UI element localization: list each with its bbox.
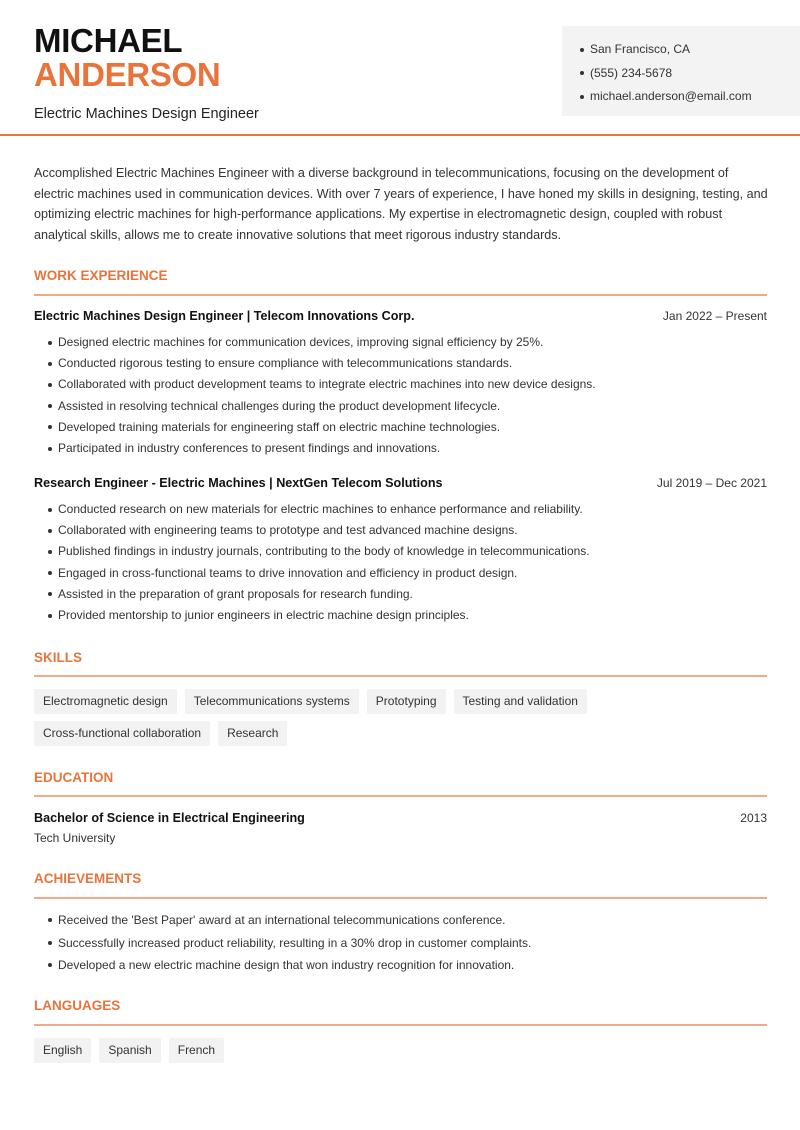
job-title: Electric Machines Design Engineer xyxy=(34,106,259,122)
language-chip: French xyxy=(169,1038,224,1063)
list-item: Participated in industry conferences to present findings and innovations. xyxy=(34,438,767,459)
education-header xyxy=(34,811,767,825)
section-divider xyxy=(34,675,767,677)
skill-chip: Research xyxy=(218,721,287,746)
section-divider xyxy=(34,1024,767,1026)
list-item: Published findings in industry journals, contributing to the body of knowledge in telecommunications. xyxy=(34,541,767,562)
job-header xyxy=(34,476,767,490)
bullet-icon xyxy=(48,571,52,575)
section-title-achievements: ACHIEVEMENTS xyxy=(34,871,142,886)
list-item: Engaged in cross-functional teams to drive innovation and efficiency in product design. xyxy=(34,563,767,584)
section-title-skills: SKILLS xyxy=(34,650,83,665)
skill-chip: Cross-functional collaboration xyxy=(34,721,210,746)
skill-chip: Telecommunications systems xyxy=(185,689,359,714)
bullet-icon xyxy=(580,48,584,52)
first-name: MICHAEL xyxy=(34,22,183,59)
job-role: Research Engineer - Electric Machines | NextGen Telecom Solutions xyxy=(34,476,443,490)
bullet-icon xyxy=(48,341,52,345)
section-divider xyxy=(34,795,767,797)
job-bullets xyxy=(34,499,767,626)
job-role: Electric Machines Design Engineer | Telecom Innovations Corp. xyxy=(34,309,415,323)
contact-box xyxy=(562,26,800,116)
job-bullets xyxy=(34,332,767,459)
contact-phone: (555) 234-5678 xyxy=(580,62,800,86)
job-header xyxy=(34,309,767,323)
list-item: Collaborated with product development teams to integrate electric machines into new device designs. xyxy=(34,374,767,395)
summary: Accomplished Electric Machines Engineer with a diverse background in telecommunications, focusing on the development of electric machines used in communication devices. With over 7 years of experience, I have honed my skills in designing, testing, and optimizing electric machines for high-performance applications. My expertise in electromagnetic design, coupled with robust analytical skills, allows me to create innovative solutions that meet rigorous industry standards. xyxy=(34,166,768,242)
list-item: Assisted in the preparation of grant proposals for research funding. xyxy=(34,584,767,605)
list-item: Developed a new electric machine design that won industry recognition for innovation. xyxy=(34,954,767,977)
bullet-icon xyxy=(48,941,52,945)
languages-list xyxy=(34,1038,767,1063)
language-chip: Spanish xyxy=(99,1038,160,1063)
bullet-icon xyxy=(48,383,52,387)
list-item: Developed training materials for engineering staff on electric machine technologies. xyxy=(34,417,767,438)
resume-header xyxy=(0,0,800,136)
list-item: Conducted rigorous testing to ensure compliance with telecommunications standards. xyxy=(34,353,767,374)
list-item: Assisted in resolving technical challenges during the product development lifecycle. xyxy=(34,396,767,417)
bullet-icon xyxy=(48,362,52,366)
bullet-icon xyxy=(48,425,52,429)
skills-list xyxy=(34,689,767,746)
section-title-languages: LANGUAGES xyxy=(34,998,121,1013)
skill-chip: Prototyping xyxy=(367,689,446,714)
job-dates: Jul 2019 – Dec 2021 xyxy=(656,476,767,490)
list-item: Received the 'Best Paper' award at an international telecommunications conference. xyxy=(34,909,767,932)
skill-chip: Testing and validation xyxy=(454,689,587,714)
section-divider xyxy=(34,897,767,899)
school: Tech University xyxy=(34,831,116,845)
bullet-icon xyxy=(48,592,52,596)
degree: Bachelor of Science in Electrical Engineering xyxy=(34,811,305,825)
list-item: Conducted research on new materials for electric machines to enhance performance and reliability. xyxy=(34,499,767,520)
bullet-icon xyxy=(48,447,52,451)
bullet-icon xyxy=(48,963,52,967)
list-item: Collaborated with engineering teams to prototype and test advanced machine designs. xyxy=(34,520,767,541)
bullet-icon xyxy=(48,529,52,533)
bullet-icon xyxy=(48,918,52,922)
contact-email: michael.anderson@email.com xyxy=(580,85,800,109)
bullet-icon xyxy=(580,95,584,99)
contact-location: San Francisco, CA xyxy=(580,38,800,62)
language-chip: English xyxy=(34,1038,91,1063)
achievements-list xyxy=(34,909,767,977)
list-item: Designed electric machines for communication devices, improving signal efficiency by 25%. xyxy=(34,332,767,353)
skill-chip: Electromagnetic design xyxy=(34,689,177,714)
section-divider xyxy=(34,294,767,296)
last-name: ANDERSON xyxy=(34,56,221,93)
bullet-icon xyxy=(48,508,52,512)
job-dates: Jan 2022 – Present xyxy=(662,309,767,323)
list-item: Provided mentorship to junior engineers in electric machine design principles. xyxy=(34,605,767,626)
graduation-year: 2013 xyxy=(740,811,767,825)
bullet-icon xyxy=(48,404,52,408)
list-item: Successfully increased product reliability, resulting in a 30% drop in customer complaints. xyxy=(34,932,767,955)
bullet-icon xyxy=(48,550,52,554)
section-title-education: EDUCATION xyxy=(34,770,114,785)
name-block xyxy=(34,24,259,122)
section-title-work: WORK EXPERIENCE xyxy=(34,268,168,283)
bullet-icon xyxy=(580,71,584,75)
bullet-icon xyxy=(48,614,52,618)
